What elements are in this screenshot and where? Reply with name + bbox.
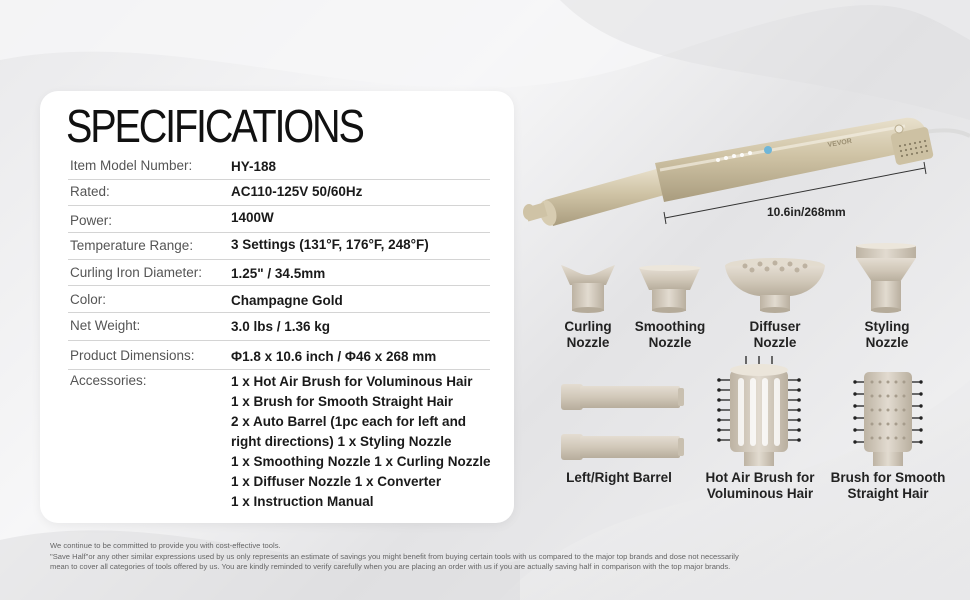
spec-value: 1400W bbox=[231, 210, 274, 225]
diffuser-nozzle-icon bbox=[725, 258, 825, 313]
label-line: Voluminous Hair bbox=[706, 486, 814, 501]
smoothing-nozzle-icon bbox=[639, 265, 701, 313]
curling-nozzle-label bbox=[556, 319, 620, 351]
spec-value: Φ1.8 x 10.6 inch / Φ46 x 268 mm bbox=[231, 349, 437, 364]
label-line: Nozzle bbox=[648, 335, 692, 350]
spec-label: Temperature Range: bbox=[70, 238, 194, 253]
spec-value: AC110-125V 50/60Hz bbox=[231, 184, 363, 199]
footnote-line: "Save Half"or any other similar expressions used by us only represents an estimate of savings you might benefit from buying certain tools with us compared to the major top brands and dose not necessarily bbox=[50, 551, 739, 561]
diffuser-nozzle-label bbox=[740, 319, 810, 351]
accessory-line: 1 x Instruction Manual bbox=[231, 494, 374, 509]
smooth-brush-icon bbox=[853, 372, 922, 466]
curling-nozzle-icon bbox=[561, 265, 615, 313]
smoothing-nozzle-label bbox=[630, 319, 710, 351]
hot-air-brush-icon bbox=[717, 356, 801, 466]
label-line: Styling bbox=[864, 319, 910, 334]
label-line: Nozzle bbox=[753, 335, 797, 350]
label-line: Nozzle bbox=[865, 335, 909, 350]
spec-label: Power: bbox=[70, 213, 113, 228]
spec-value: 3 Settings (131°F, 176°F, 248°F) bbox=[231, 237, 429, 252]
label-line: Nozzle bbox=[566, 335, 610, 350]
specifications-title: SPECIFICATIONS bbox=[66, 100, 363, 152]
spec-label: Product Dimensions: bbox=[70, 348, 195, 363]
dimension-label: 10.6in/268mm bbox=[767, 205, 846, 219]
hot-air-brush-label bbox=[700, 470, 820, 502]
footnote-line: We continue to be committed to provide you with cost-effective tools. bbox=[50, 541, 281, 550]
label-line: Straight Hair bbox=[847, 486, 929, 501]
brand-logo: VEVOR bbox=[827, 137, 853, 149]
label-line: Left/Right Barrel bbox=[566, 470, 672, 485]
spec-label: Color: bbox=[70, 292, 107, 307]
footnote-line: mean to cover all categories of tools offered by us. You are kindly reminded to verify carefully when you are placing an order with us if you are actually saving half in comparison with the top major brands. bbox=[50, 562, 731, 571]
spec-value: 3.0 lbs / 1.36 kg bbox=[231, 319, 331, 334]
spec-label: Curling Iron Diameter: bbox=[70, 265, 203, 280]
accessory-line: 1 x Diffuser Nozzle 1 x Converter bbox=[231, 474, 442, 489]
accessory-line: 2 x Auto Barrel (1pc each for left and bbox=[231, 414, 467, 429]
label-line: Hot Air Brush for bbox=[705, 470, 815, 485]
spec-value: Champagne Gold bbox=[231, 293, 343, 308]
spec-value: HY-188 bbox=[231, 159, 277, 174]
spec-value: 1.25" / 34.5mm bbox=[231, 266, 326, 281]
styling-nozzle-label bbox=[852, 319, 922, 351]
spec-label: Rated: bbox=[70, 184, 110, 199]
accessories-label: Accessories: bbox=[70, 373, 147, 388]
barrel-label bbox=[559, 470, 679, 486]
accessory-line: 1 x Brush for Smooth Straight Hair bbox=[231, 394, 454, 409]
styling-nozzle-icon bbox=[856, 243, 916, 313]
label-line: Diffuser bbox=[749, 319, 801, 334]
smooth-brush-label bbox=[826, 470, 950, 502]
spec-label: Item Model Number: bbox=[70, 158, 193, 173]
accessory-line: right directions) 1 x Styling Nozzle bbox=[231, 434, 452, 449]
label-line: Curling bbox=[564, 319, 612, 334]
left-right-barrel-icon bbox=[561, 384, 684, 460]
accessory-line: 1 x Hot Air Brush for Voluminous Hair bbox=[231, 374, 473, 389]
accessory-line: 1 x Smoothing Nozzle 1 x Curling Nozzle bbox=[231, 454, 491, 469]
spec-label: Net Weight: bbox=[70, 318, 141, 333]
label-line: Brush for Smooth bbox=[830, 470, 946, 485]
label-line: Smoothing bbox=[634, 319, 706, 334]
footnote bbox=[50, 541, 739, 573]
